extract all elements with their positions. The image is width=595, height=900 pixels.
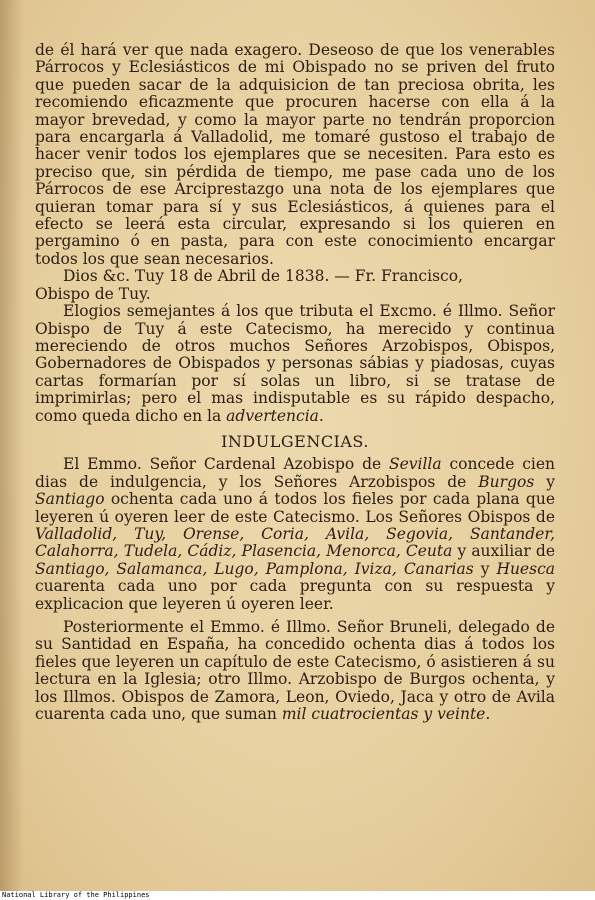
binding-shadow xyxy=(0,0,24,891)
indulgencias-text-g: cuarenta cada uno por cada pregunta con su respuesta y explicacion que leyeren ú oyeren leer. xyxy=(35,577,555,613)
paragraph-bruneli xyxy=(35,619,555,723)
place-sevilla: Sevilla xyxy=(388,455,442,474)
advertencia-word: advertencia. xyxy=(226,406,324,425)
paragraph-elogios xyxy=(35,303,555,425)
library-watermark: National Library of the Philippines xyxy=(2,891,150,899)
section-heading-indulgencias: INDULGENCIAS. xyxy=(221,431,369,451)
dioceses-list-2: Santiago, Salamanca, Lugo, Pamplona, Iviza, Canarias xyxy=(35,559,474,578)
page-text xyxy=(35,42,555,723)
indulgencias-text-a: El Emmo. Señor Cardenal Azobispo de xyxy=(63,455,389,474)
indulgencias-text-b: concede cien dias de indulgencia, y los Señores Arzobispos de xyxy=(35,455,555,491)
paragraph-circular: de él hará ver que nada exagero. Deseoso de que los venerables Párrocos y Eclesiásticos de mi Obispado no se priven del fruto que pueden sacar de la adquisicion de tan preciosa obrita, les recomiendo eficazmente que procuren hacerse con ella á la mayor brevedad, y como la mayor parte no tendrán proporcion para encargarla á Valladolid, me tomaré gustoso el trabajo de hacer venir todos los ejemplares que se necesiten. Para esto es preciso que, sin pérdida de tiempo, me pase cada uno de los Párrocos de ese Arciprestazgo una nota de los ejemplares que quieran tomar para sí y sus Eclesiásticos, á quienes para el efecto se leerá esta circular, expresando si los quieren en pergamino ó en pasta, para con este conocimiento encargar todos los que sean necesarios. xyxy=(35,41,555,268)
place-burgos: Burgos xyxy=(478,472,535,491)
place-santiago: Santiago xyxy=(35,490,105,509)
indulgencias-text-e: y auxiliar de xyxy=(452,542,555,561)
bruneli-text: Posteriormente el Emmo. é Illmo. Señor Bruneli, delegado de su Santidad en España, ha concedido ochenta dias á todos los fieles que leyeren un capítulo de este Catecismo, ó asistieren á su lectura en la Iglesia; otro Illmo. Arzobispo de Burgos ochenta, y los Illmos. Obispos de Zamora, Leon, Oviedo, Jaca y otro de Avila cuarenta cada uno, que suman xyxy=(35,618,555,724)
indulgencias-text-f: y xyxy=(473,559,497,578)
indulgencias-text-d: ochenta cada uno á todos los fieles por cada plana que leyeren ú oyeren leer de este Catecismo. Los Señores Obispos de xyxy=(35,490,555,526)
indulgencias-text-c: y xyxy=(534,472,555,491)
dioceses-list: Valladolid, Tuy, Orense, Coria, Avila, Segovia, Santander, Calahorra, Tudela, Cádiz, Plasencia, Menorca, Ceuta xyxy=(35,524,555,561)
signature-line xyxy=(35,268,555,285)
total-indulgence: mil cuatrocientas y veinte. xyxy=(281,705,491,724)
signature-title: Obispo de Tuy. xyxy=(35,284,151,303)
place-huesca: Huesca xyxy=(496,559,555,578)
paragraph-indulgencias xyxy=(35,456,555,613)
signature-date: Dios &c. Tuy 18 de Abril de 1838. — Fr. Francisco, xyxy=(63,267,463,286)
elogios-text: Elogios semejantes á los que tributa el Excmo. é Illmo. Señor Obispo de Tuy á este Catecismo, ha merecido y continua mereciendo de otros muchos Señores Arzobispos, Obispos, Gobernadores de Obispados y personas sábias y piadosas, cuyas cartas formarían por sí solas un libro, si se tratase de imprimirlas; pero el mas indisputable es su rápido despacho, como queda dicho en la xyxy=(35,302,555,425)
